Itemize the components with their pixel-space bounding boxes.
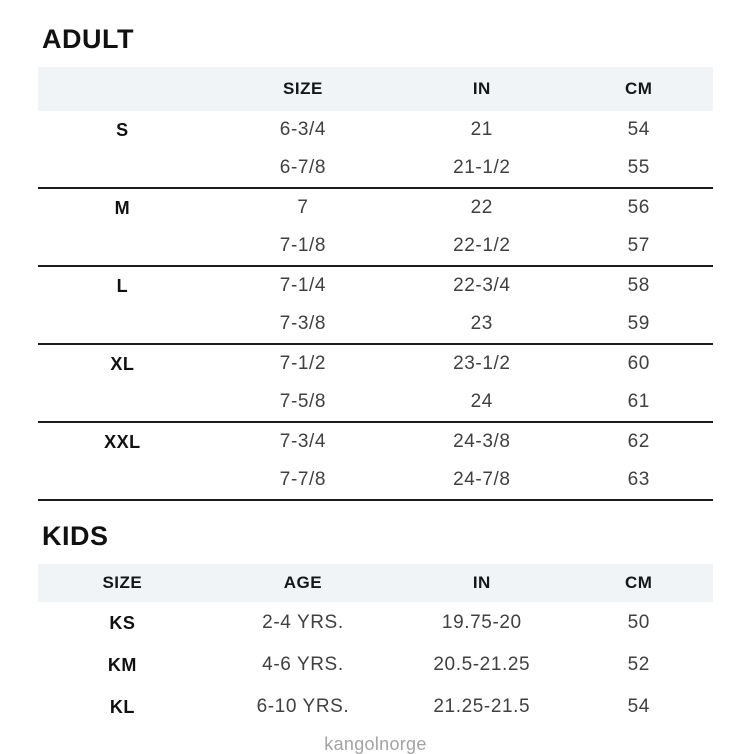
size-label: S: [116, 119, 129, 140]
in-value: 22-1/2: [453, 235, 511, 257]
in-value: 22-3/4: [453, 275, 511, 297]
adult-size-group-s: [38, 111, 713, 189]
in-value: 19.75-20: [441, 612, 522, 634]
in-value: 24-3/8: [453, 431, 511, 453]
kids-header-age: AGE: [283, 573, 323, 593]
adult-size-group-m: [38, 189, 713, 267]
adult-header-cm: CM: [625, 79, 653, 99]
size-chart-page: [38, 0, 713, 754]
table-row: [38, 149, 713, 187]
adult-section-title: ADULT: [42, 24, 134, 54]
size-value: 7-1/2: [279, 353, 327, 375]
adult-size-group-xl: [38, 345, 713, 423]
size-value: 7-3/8: [279, 313, 327, 335]
table-row: [38, 461, 713, 499]
size-label: KS: [109, 612, 136, 633]
table-row: [38, 423, 713, 461]
size-value: 7-7/8: [279, 469, 327, 491]
table-row: [38, 189, 713, 227]
table-row: [38, 111, 713, 149]
size-value: 7-3/4: [279, 431, 327, 453]
cm-value: 55: [627, 157, 650, 179]
adult-size-group-l: [38, 267, 713, 345]
size-label: M: [114, 197, 131, 218]
adult-table-header-row: [38, 67, 713, 111]
cm-value: 50: [627, 612, 650, 634]
cm-value: 59: [627, 313, 650, 335]
table-row: [38, 227, 713, 265]
in-value: 21.25-21.5: [433, 696, 531, 718]
size-label: XXL: [104, 431, 141, 452]
table-row: [38, 644, 713, 686]
table-row: [38, 383, 713, 421]
cm-value: 63: [627, 469, 650, 491]
in-value: 21-1/2: [453, 157, 511, 179]
age-value: 4-6 YRS.: [262, 654, 344, 676]
in-value: 22: [470, 197, 493, 219]
cm-value: 61: [627, 391, 650, 413]
in-value: 20.5-21.25: [433, 654, 531, 676]
in-value: 23: [470, 313, 493, 335]
size-value: 7-5/8: [279, 391, 327, 413]
kids-section-title: KIDS: [42, 521, 109, 552]
size-label: KM: [107, 654, 137, 675]
adult-size-table: [38, 67, 713, 501]
size-value: 6-7/8: [279, 157, 327, 179]
adult-size-group-xxl: [38, 423, 713, 501]
size-value: 7-1/4: [279, 275, 327, 297]
kids-header-in: IN: [472, 573, 491, 593]
adult-header-size: SIZE: [283, 79, 323, 99]
table-row: [38, 267, 713, 305]
size-value: 7: [297, 197, 309, 219]
cm-value: 54: [627, 119, 650, 141]
cm-value: 57: [627, 235, 650, 257]
cm-value: 54: [627, 696, 650, 718]
kids-size-table: [38, 564, 713, 728]
in-value: 24-7/8: [453, 469, 511, 491]
adult-header-in: IN: [472, 79, 491, 99]
age-value: 6-10 YRS.: [256, 696, 350, 718]
size-label: L: [116, 275, 129, 296]
in-value: 23-1/2: [453, 353, 511, 375]
cm-value: 52: [627, 654, 650, 676]
cm-value: 60: [627, 353, 650, 375]
cm-value: 62: [627, 431, 650, 453]
size-value: 6-3/4: [279, 119, 327, 141]
table-row: [38, 345, 713, 383]
size-label: XL: [110, 353, 135, 374]
cm-value: 58: [627, 275, 650, 297]
age-value: 2-4 YRS.: [262, 612, 344, 634]
brand-watermark: kangolnorge: [324, 734, 427, 754]
kids-header-cm: CM: [625, 573, 653, 593]
kids-table-header-row: [38, 564, 713, 602]
in-value: 21: [470, 119, 493, 141]
table-row: [38, 602, 713, 644]
size-label: KL: [109, 696, 135, 717]
in-value: 24: [470, 391, 493, 413]
kids-header-size: SIZE: [102, 573, 143, 593]
size-value: 7-1/8: [279, 235, 327, 257]
table-row: [38, 686, 713, 728]
cm-value: 56: [627, 197, 650, 219]
table-row: [38, 305, 713, 343]
